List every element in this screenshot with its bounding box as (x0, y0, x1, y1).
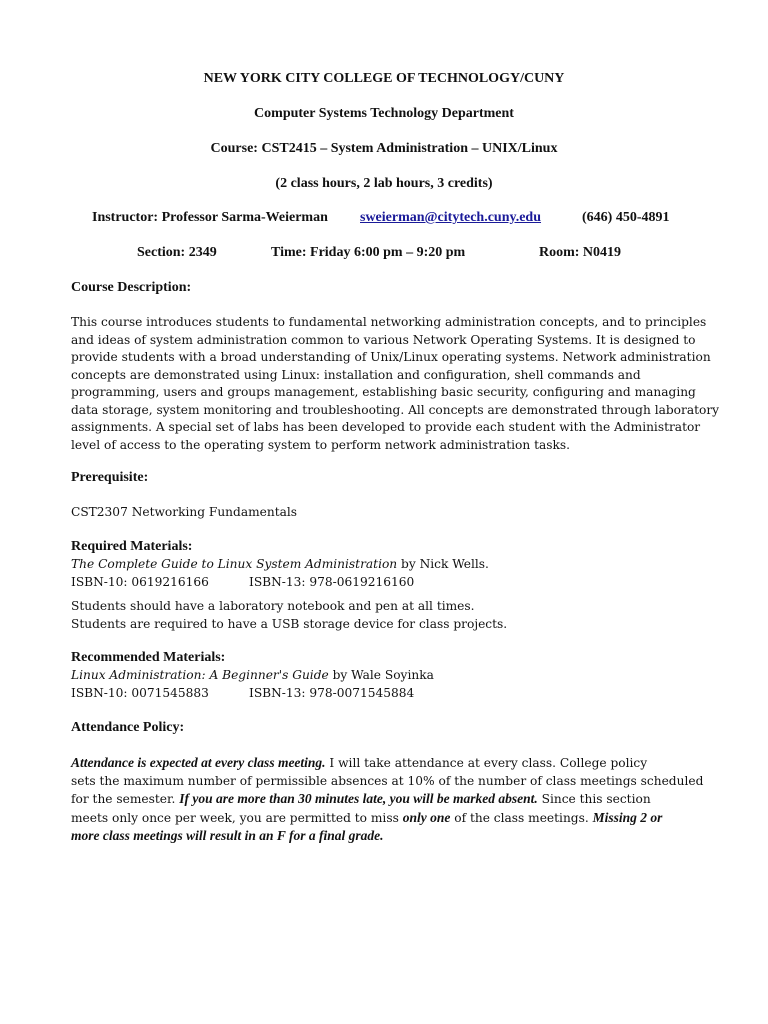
section-number: Section: 2349 (137, 245, 217, 260)
course-description-heading: Course Description: (71, 280, 192, 295)
description-line: provide students with a broad understanding of Unix/Linux operating systems. Network administration (71, 350, 711, 364)
description-line: This course introduces students to fundamental networking administration concepts, and to principles (71, 315, 707, 329)
attendance-policy-text (71, 754, 704, 845)
class-time: Time: Friday 6:00 pm – 9:20 pm (271, 245, 466, 260)
description-line: data storage, system monitoring and troubleshooting. All concepts are demonstrated through laboratory (71, 402, 720, 417)
required-book-title: The Complete Guide to Linux System Administration (71, 557, 398, 571)
final-grade-warning: more class meetings will result in an F for a final grade. (71, 828, 384, 843)
attendance-line-4b: of the class meetings. (450, 810, 593, 825)
prerequisite-course: CST2307 Networking Fundamentals (71, 505, 298, 519)
required-isbn13: ISBN-13: 978-0619216160 (249, 575, 415, 589)
attendance-line: sets the maximum number of permissible absences at 10% of the number of class meetings scheduled (71, 773, 704, 788)
attendance-line-1-rest: I will take attendance at every class. College policy (325, 756, 648, 770)
attendance-line-3b: Since this section (537, 792, 651, 806)
required-book-author: by Nick Wells. (397, 557, 489, 571)
prerequisite-heading: Prerequisite: (71, 470, 149, 485)
description-line: concepts are demonstrated using Linux: installation and configuration, shell commands and (71, 367, 641, 382)
recommended-isbn13: ISBN-13: 978-0071545884 (249, 686, 415, 700)
only-one-emphasis: only one (402, 809, 451, 825)
instructor-email-link[interactable]: sweierman@citytech.cuny.edu (360, 210, 542, 225)
attendance-expected: Attendance is expected at every class meeting. (71, 755, 326, 770)
description-line: assignments. A special set of labs has been developed to provide each student with the Administrator (71, 420, 701, 434)
required-note-usb: Students are required to have a USB storage device for class projects. (71, 617, 508, 631)
description-line: level of access to the operating system to perform network administration tasks. (71, 437, 571, 452)
course-title: Course: CST2415 – System Administration – UNIX/Linux (210, 141, 558, 156)
required-materials-heading: Required Materials: (71, 539, 193, 554)
attendance-line (71, 790, 701, 809)
room-number: Room: N0419 (539, 245, 622, 260)
recommended-isbn10: ISBN-10: 0071545883 (71, 686, 209, 700)
recommended-book-title: Linux Administration: A Beginner's Guide (71, 668, 329, 682)
attendance-line-3a: for the semester. (71, 792, 180, 806)
recommended-book-author: by Wale Soyinka (328, 668, 434, 682)
attendance-line (71, 754, 701, 773)
attendance-line-4a: meets only once per week, you are permitted to miss (71, 810, 403, 825)
required-isbn10: ISBN-10: 0619216166 (71, 575, 209, 589)
course-hours: (2 class hours, 2 lab hours, 3 credits) (275, 176, 493, 191)
late-policy: If you are more than 30 minutes late, you will be marked absent. (179, 791, 538, 806)
recommended-book (71, 667, 434, 685)
attendance-line (71, 809, 701, 828)
course-description-text (71, 314, 720, 454)
required-note-notebook: Students should have a laboratory notebook and pen at all times. (71, 599, 475, 613)
description-line: and ideas of system administration common to various Network Operating Systems. It is designed to (71, 332, 696, 347)
required-book (71, 556, 489, 574)
instructor-name: Instructor: Professor Sarma-Weierman (92, 210, 328, 225)
department-title: Computer Systems Technology Department (254, 106, 514, 121)
description-line: programming, users and groups management, establishing basic security, configuring and managing (71, 385, 696, 399)
recommended-materials-heading: Recommended Materials: (71, 650, 226, 665)
attendance-policy-heading: Attendance Policy: (71, 720, 185, 735)
instructor-phone: (646) 450-4891 (582, 210, 670, 225)
missing-two-emphasis: Missing 2 or (592, 809, 663, 825)
college-title: NEW YORK CITY COLLEGE OF TECHNOLOGY/CUNY (203, 71, 565, 86)
